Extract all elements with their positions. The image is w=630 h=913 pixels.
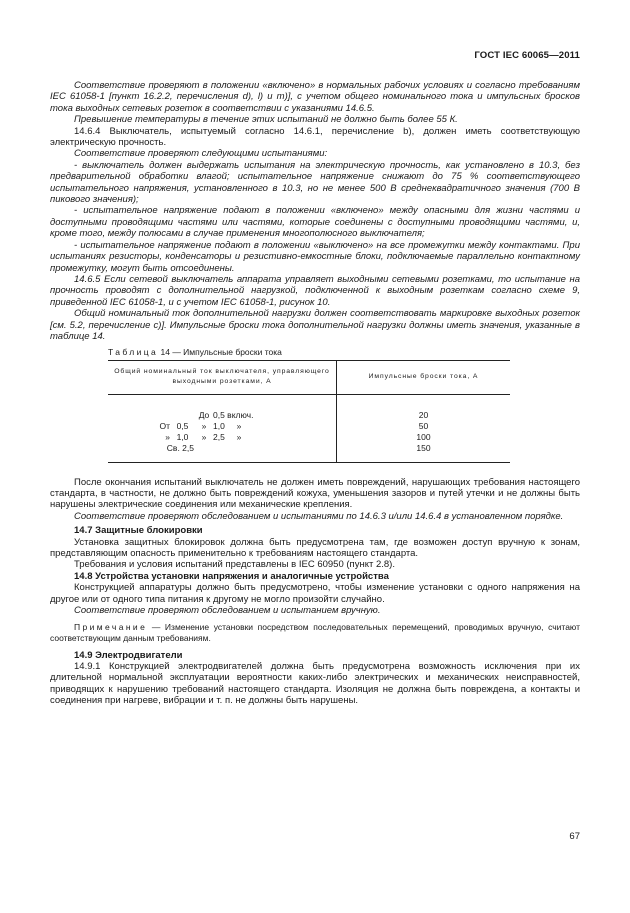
section-heading-14-7: 14.7 Защитные блокировки [74, 525, 203, 537]
table-caption-text: 14 — Импульсные броски тока [158, 347, 282, 358]
paragraph: Соответствие проверяют в положении «включено» в нормальных рабочих условиях и согласно требованиям IEC 61058-1 [пункт 16.2.2, перечисления d), l) и m)], с учетом общего номинального тока и импульсных бросков тока выходных сетевых розеток в соответствии с указаниями 14.6.5. [50, 80, 580, 114]
table-header-surge-current: Импульсные броски тока, А [337, 361, 511, 395]
table-row-range: Св. 2,5 [166, 442, 194, 453]
table-cell-current-ranges [108, 395, 337, 462]
clause-14-6-4: 14.6.4 Выключатель, испытуемый согласно 14.6.1, перечисление b), должен иметь соответствующую электрическую прочность. [50, 125, 580, 149]
note-label: Примечание [74, 622, 148, 633]
paragraph: Конструкцией аппаратуры должно быть предусмотрено, чтобы изменение установки с одного напряжения на другое или от одного типа питания к другому не могло произойти случайно. [50, 582, 580, 605]
table-header-rated-current: Общий номинальный ток выключателя, управляющего выходными розетками, А [108, 361, 337, 395]
list-item: - испытательное напряжение подают в положении «выключено» на все промежутки между контактами. При испытаниях резисторы, конденсаторы и резистивно-емкостные блоки, подключаемые параллельно контактному промежутку, могут быть отсоединены. [50, 239, 580, 274]
section-heading-14-9: 14.9 Электродвигатели [74, 649, 183, 661]
clause-14-6-5: 14.6.5 Если сетевой выключатель аппарата управляет выходными сетевыми розетками, то испытание на прочность проводят с дополнительной нагрузкой, подключенной к выходным розеткам согласно схеме 9, приведенной IEC 61058-1, и с учетом IEC 61058-1, рисунок 10. [50, 273, 580, 308]
paragraph: Соответствие проверяют обследованием и испытанием вручную. [74, 605, 381, 616]
table-caption [50, 347, 580, 358]
table-row-range: До 0,5 включ. [198, 410, 254, 421]
note [50, 622, 580, 643]
paragraph: Установка защитных блокировок должна быть предусмотрена там, где возможен доступ вручную к зонам, представляющим опасность применительно к требованиям настоящего стандарта. [50, 536, 580, 559]
paragraph: Превышение температуры в течение этих испытаний не должно быть более 55 К. [74, 114, 458, 126]
list-item: - испытательное напряжение подают в положении «включено» между опасными для жизни частями и доступными проводящими частями или частями, которые соединены с доступными проводящими частями, и, кроме того, между полюсами в случае применения многополюсного выключателя; [50, 205, 580, 240]
table-row-range: » 1,0 » 2,5 » [165, 431, 242, 442]
section-heading-14-8: 14.8 Устройства установки напряжения и аналогичные устройства [74, 570, 389, 582]
paragraph: Соответствие проверяют обследованием и испытаниями по 14.6.3 и/или 14.6.4 в установленном порядке. [74, 510, 564, 522]
paragraph: После окончания испытаний выключатель не должен иметь повреждений, нарушающих требования настоящего стандарта, в частности, не должно быть повреждений кожуха, уменьшения зазоров и путей утечки и не должны быть нарушены электрические соединения или механические крепления. [50, 476, 580, 511]
clause-14-9-1: 14.9.1 Конструкцией электродвигателей должна быть предусмотрена возможность исключения при их длительной нормальной эксплуатации вероятности каких-либо электрических и механических неисправностей, приводящих к нарушению требований настоящего стандарта. Изоляция не должна быть повреждена, а контакты и соединения при нагреве, вибрации и т. п. не должны быть нарушены. [50, 661, 580, 707]
table-cell-surge-values: 20 50 100 150 [337, 395, 511, 462]
page-number: 67 [569, 831, 580, 842]
table-row-range: От 0,5 » 1,0 » [159, 421, 242, 432]
note-text: — Изменение установки посредством последовательных перемещений, проводимых вручную, считают соответствующим данным требованиям. [50, 622, 580, 643]
document-header-code: ГОСТ IEC 60065—2011 [474, 50, 580, 61]
table-caption-label: Таблица [108, 347, 159, 358]
paragraph: Соответствие проверяют следующими испытаниями: [74, 148, 328, 160]
paragraph: Общий номинальный ток дополнительной нагрузки должен соответствовать маркировке выходных розеток [см. 5.2, перечисление с)]. Импульсные броски тока дополнительной нагрузки должны иметь значения, указанные в таблице 14. [50, 308, 580, 342]
list-item: - выключатель должен выдержать испытания на электрическую прочность, как установлено в 10.3, без предварительной обработки влагой; испытательное напряжение снижают до 75 % соответствующего испытательного напряжения, установленного в 10.3, но не менее 500 В среднеквадратичного значения (700 В пикового значения); [50, 159, 580, 206]
page-content [50, 80, 580, 707]
paragraph: Требования и условия испытаний представлены в IEC 60950 (пункт 2.8). [74, 559, 395, 571]
table-14 [108, 360, 510, 462]
